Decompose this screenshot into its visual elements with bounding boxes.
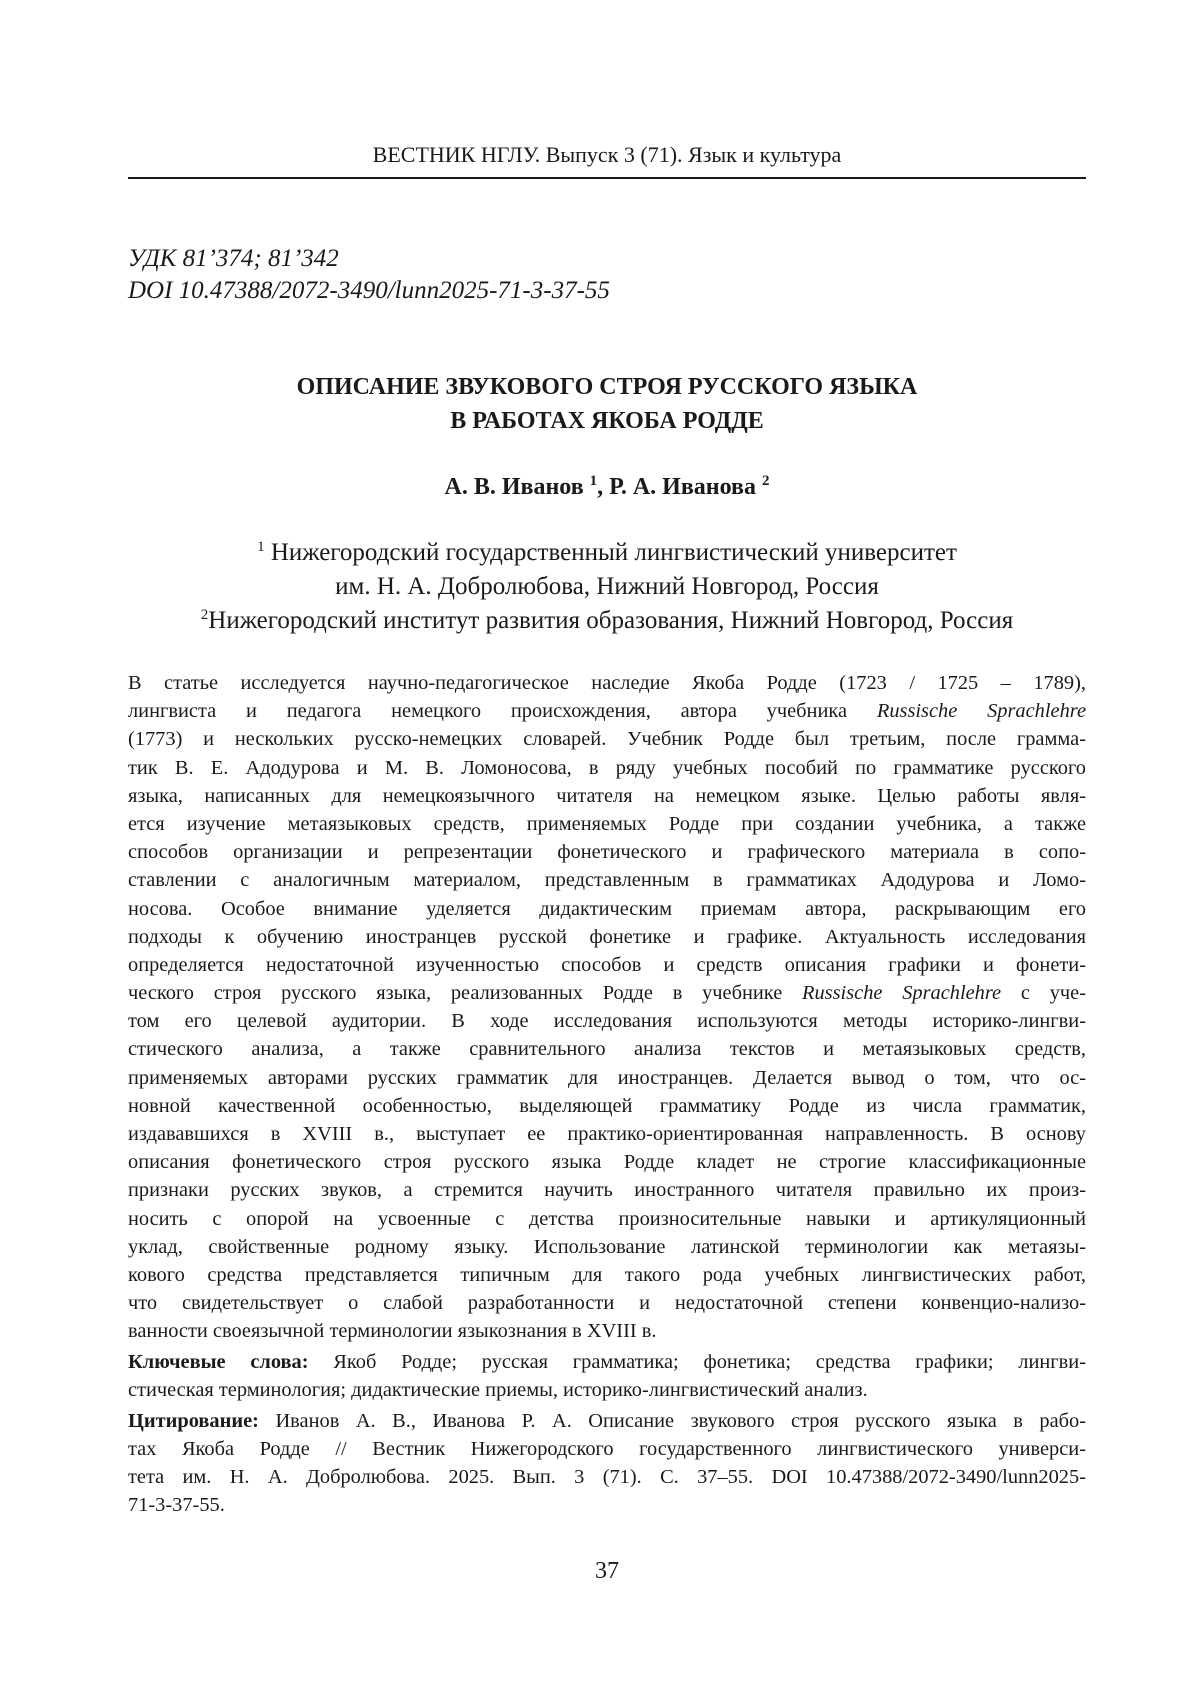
running-header: ВЕСТНИК НГЛУ. Выпуск 3 (71). Язык и культура bbox=[372, 142, 842, 167]
affiliation-mark: 1 bbox=[257, 539, 265, 555]
abstract-line bbox=[128, 1035, 1086, 1063]
abstract-text: кового средства представляется типичным для такого рода учебных лингвистических работ, bbox=[128, 1263, 1086, 1286]
abstract-line bbox=[128, 754, 1086, 782]
affiliation-line bbox=[128, 536, 1086, 570]
keywords-label: Ключевые слова: bbox=[128, 1350, 309, 1373]
abstract-text: подходы к обучению иностранцев русской фонетике и графике. Актуальность исследования bbox=[128, 925, 1086, 948]
abstract-line bbox=[128, 1092, 1086, 1120]
abstract-line bbox=[128, 951, 1086, 979]
article-codes bbox=[128, 243, 610, 307]
author-list bbox=[128, 470, 1086, 504]
citation-line: 71-3-37-55. bbox=[128, 1494, 225, 1517]
affiliation-mark: 2 bbox=[761, 473, 770, 489]
abstract-line bbox=[128, 1205, 1086, 1233]
keywords-block bbox=[128, 1348, 1086, 1404]
title-line: В РАБОТАХ ЯКОБА РОДДЕ bbox=[450, 408, 764, 434]
abstract-line bbox=[128, 1176, 1086, 1204]
abstract-text: что свидетельствует о слабой разработанности и недостаточной степени конвенцио-нализо- bbox=[128, 1292, 1086, 1315]
abstract-text: применяемых авторами русских грамматик для иностранцев. Делается вывод о том, что ос- bbox=[128, 1066, 1086, 1089]
affiliation-text: им. Н. А. Добролюбова, Нижний Новгород, Россия bbox=[335, 573, 879, 600]
abstract-text: уклад, свойственные родному языку. Использование латинской терминологии как метаязы- bbox=[128, 1235, 1086, 1258]
affiliation-text: Нижегородский государственный лингвистический университет bbox=[270, 539, 957, 566]
keywords-line bbox=[128, 1348, 1086, 1376]
abstract-text: ванности своеязычной терминологии языкознания в XVIII в. bbox=[128, 1320, 657, 1343]
abstract-line bbox=[128, 923, 1086, 951]
abstract-text: описания фонетического строя русского языка Родде кладет не строгие классификационные bbox=[128, 1151, 1086, 1174]
abstract-line bbox=[128, 1007, 1086, 1035]
citation-line: тах Якоба Родде // Вестник Нижегородского государственного лингвистического универси- bbox=[128, 1438, 1086, 1461]
affiliation-mark: 2 bbox=[200, 607, 209, 623]
affiliation-line bbox=[128, 604, 1086, 638]
author-name: Р. А. Иванова bbox=[609, 474, 756, 500]
abstract-text: лингвиста и педагога немецкого происхождения, автора учебника bbox=[128, 700, 877, 723]
page-number: 37 bbox=[595, 1558, 619, 1584]
abstract bbox=[128, 669, 1086, 1520]
abstract-line bbox=[128, 782, 1086, 810]
abstract-text: новной качественной особенностью, выделяющей грамматику Родде из числа грамматик, bbox=[128, 1094, 1086, 1117]
keywords-line: стическая терминология; дидактические приемы, историко-лингвистический анализ. bbox=[128, 1378, 868, 1401]
abstract-text: признаки русских звуков, а стремится научить иностранного читателя правильно их произ- bbox=[128, 1179, 1086, 1202]
abstract-text: (1773) и нескольких русско-немецких словарей. Учебник Родде был третьим, после грамма- bbox=[128, 728, 1086, 751]
affiliation-text: Нижегородский институт развития образования, Нижний Новгород, Россия bbox=[208, 607, 1014, 634]
abstract-line bbox=[128, 725, 1086, 753]
citation-line: тета им. Н. А. Добролюбова. 2025. Вып. 3 (71). С. 37–55. DOI 10.47388/2072-3490/lunn2025- bbox=[128, 1466, 1086, 1489]
abstract-italic-title: Russische Sprachlehre bbox=[876, 700, 1087, 723]
author-name: А. В. Иванов bbox=[444, 474, 584, 500]
abstract-line bbox=[128, 979, 1086, 1007]
abstract-italic-title: Russische Sprachlehre bbox=[802, 982, 1002, 1005]
abstract-line bbox=[128, 1064, 1086, 1092]
author-separator: , bbox=[597, 474, 604, 500]
abstract-text: определяется недостаточной изученностью способов и средств описания графики и фонети- bbox=[128, 953, 1086, 976]
citation-block bbox=[128, 1407, 1086, 1520]
udk-code: УДК 81’374; 81’342 bbox=[128, 245, 339, 272]
abstract-text: с уче- bbox=[1001, 982, 1086, 1005]
abstract-text: ческого строя русского языка, реализованных Родде в учебнике bbox=[128, 982, 803, 1005]
keywords-text: Якоб Родде; русская грамматика; фонетика; средства графики; лингви- bbox=[308, 1350, 1086, 1373]
doi-code: DOI 10.47388/2072-3490/lunn2025-71-3-37-55 bbox=[128, 277, 610, 304]
affiliation-mark: 1 bbox=[589, 473, 598, 489]
abstract-line bbox=[128, 697, 1086, 725]
article-title bbox=[128, 370, 1086, 438]
abstract-text: стического анализа, а также сравнительного анализа текстов и метаязыковых средств, bbox=[128, 1038, 1086, 1061]
header-rule bbox=[128, 177, 1086, 179]
abstract-line bbox=[128, 810, 1086, 838]
citation-text: Иванов А. В., Иванова Р. А. Описание звукового строя русского языка в рабо- bbox=[258, 1409, 1086, 1432]
abstract-text: ставлении с аналогичным материалом, представленным в грамматиках Адодурова и Ломо- bbox=[128, 869, 1086, 892]
citation-label: Цитирование: bbox=[128, 1409, 259, 1432]
abstract-line bbox=[128, 1233, 1086, 1261]
abstract-line bbox=[128, 895, 1086, 923]
abstract-text: способов организации и репрезентации фонетического и графического материала в сопо- bbox=[128, 841, 1086, 864]
abstract-text: языка, написанных для немецкоязычного читателя на немецком языке. Целью работы явля- bbox=[128, 784, 1086, 807]
affiliation-list bbox=[128, 536, 1086, 638]
citation-line bbox=[128, 1407, 1086, 1435]
abstract-line bbox=[128, 1148, 1086, 1176]
abstract-line bbox=[128, 1120, 1086, 1148]
abstract-text: тик В. Е. Адодурова и М. В. Ломоносова, в ряду учебных пособий по грамматике русского bbox=[128, 756, 1086, 779]
abstract-text: носить с опорой на усвоенные с детства произносительные навыки и артикуляционный bbox=[128, 1207, 1086, 1230]
affiliation-line bbox=[128, 570, 1086, 604]
abstract-body bbox=[128, 669, 1086, 1346]
abstract-line bbox=[128, 838, 1086, 866]
abstract-text: носова. Особое внимание уделяется дидактическим приемам автора, раскрывающим его bbox=[128, 897, 1086, 920]
abstract-line bbox=[128, 1261, 1086, 1289]
abstract-line bbox=[128, 1289, 1086, 1317]
abstract-text: том его целевой аудитории. В ходе исследования используются методы историко-лингви- bbox=[128, 1010, 1086, 1033]
abstract-line bbox=[128, 866, 1086, 894]
abstract-text: В статье исследуется научно-педагогическое наследие Якоба Родде (1723 / 1725 – 1789), bbox=[128, 672, 1086, 694]
abstract-text: ется изучение метаязыковых средств, применяемых Родде при создании учебника, а также bbox=[128, 812, 1086, 835]
title-line: ОПИСАНИЕ ЗВУКОВОГО СТРОЯ РУССКОГО ЯЗЫКА bbox=[296, 374, 918, 400]
abstract-line bbox=[128, 1317, 1086, 1345]
abstract-line bbox=[128, 669, 1086, 697]
abstract-text: издававшихся в XVIII в., выступает ее практико-ориентированная направленность. В основу bbox=[128, 1123, 1086, 1145]
